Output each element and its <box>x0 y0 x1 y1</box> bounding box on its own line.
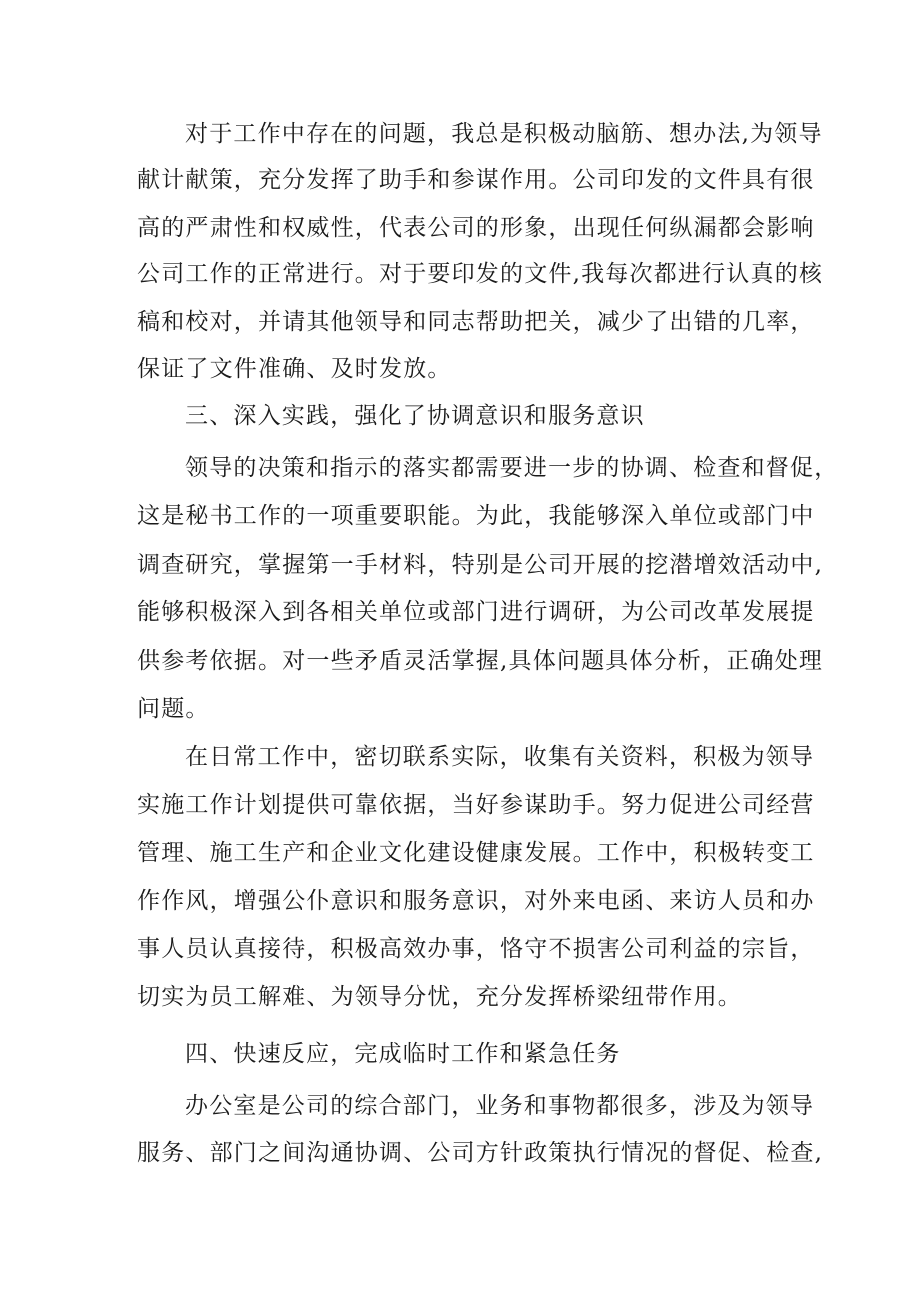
paragraph-line: 供参考依据。对一些矛盾灵活掌握,具体问题具体分析，正确处理 <box>137 648 824 674</box>
paragraph-line: 这是秘书工作的一项重要职能。为此，我能够深入单位或部门中 <box>137 503 815 529</box>
paragraph-line: 公司工作的正常进行。对于要印发的文件,我每次都进行认真的核 <box>137 261 824 287</box>
paragraph-line: 实施工作计划提供可靠依据，当好参谋助手。努力促进公司经营 <box>137 792 815 818</box>
paragraph-line: 事人员认真接待，积极高效办事，恪守不损害公司利益的宗旨， <box>137 936 815 962</box>
section-heading: 四、快速反应，完成临时工作和紧急任务 <box>185 1041 621 1067</box>
paragraph-line: 献计献策，充分发挥了助手和参谋作用。公司印发的文件具有很 <box>137 167 815 193</box>
paragraph-line: 领导的决策和指示的落实都需要进一步的协调、检查和督促， <box>185 455 839 481</box>
paragraph-line: 办公室是公司的综合部门，业务和事物都很多，涉及为领导 <box>185 1093 815 1119</box>
paragraph-line: 调查研究，掌握第一手材料，特别是公司开展的挖潜增效活动中, <box>137 552 824 578</box>
paragraph-line: 稿和校对，并请其他领导和同志帮助把关，减少了出错的几率， <box>137 309 815 335</box>
section-heading: 三、深入实践，强化了协调意识和服务意识 <box>185 403 645 429</box>
paragraph-line: 切实为员工解难、为领导分忧，充分发挥桥梁纽带作用。 <box>137 984 742 1010</box>
paragraph-line: 管理、施工生产和企业文化建设健康发展。工作中，积极转变工 <box>137 840 815 866</box>
paragraph-line: 保证了文件准确、及时发放。 <box>137 356 452 382</box>
paragraph-line: 服务、部门之间沟通协调、公司方针政策执行情况的督促、检查, <box>137 1140 824 1166</box>
paragraph-line: 能够积极深入到各相关单位或部门进行调研，为公司改革发展提 <box>137 599 815 625</box>
paragraph-line: 对于工作中存在的问题，我总是积极动脑筋、想办法,为领导 <box>185 121 823 147</box>
paragraph-line: 在日常工作中，密切联系实际，收集有关资料，积极为领导 <box>185 744 815 770</box>
paragraph-line: 高的严肃性和权威性，代表公司的形象，出现任何纵漏都会影响 <box>137 215 815 241</box>
paragraph-line: 作作风，增强公仆意识和服务意识，对外来电函、来访人员和办 <box>137 888 815 914</box>
paragraph-line: 问题。 <box>137 696 210 722</box>
